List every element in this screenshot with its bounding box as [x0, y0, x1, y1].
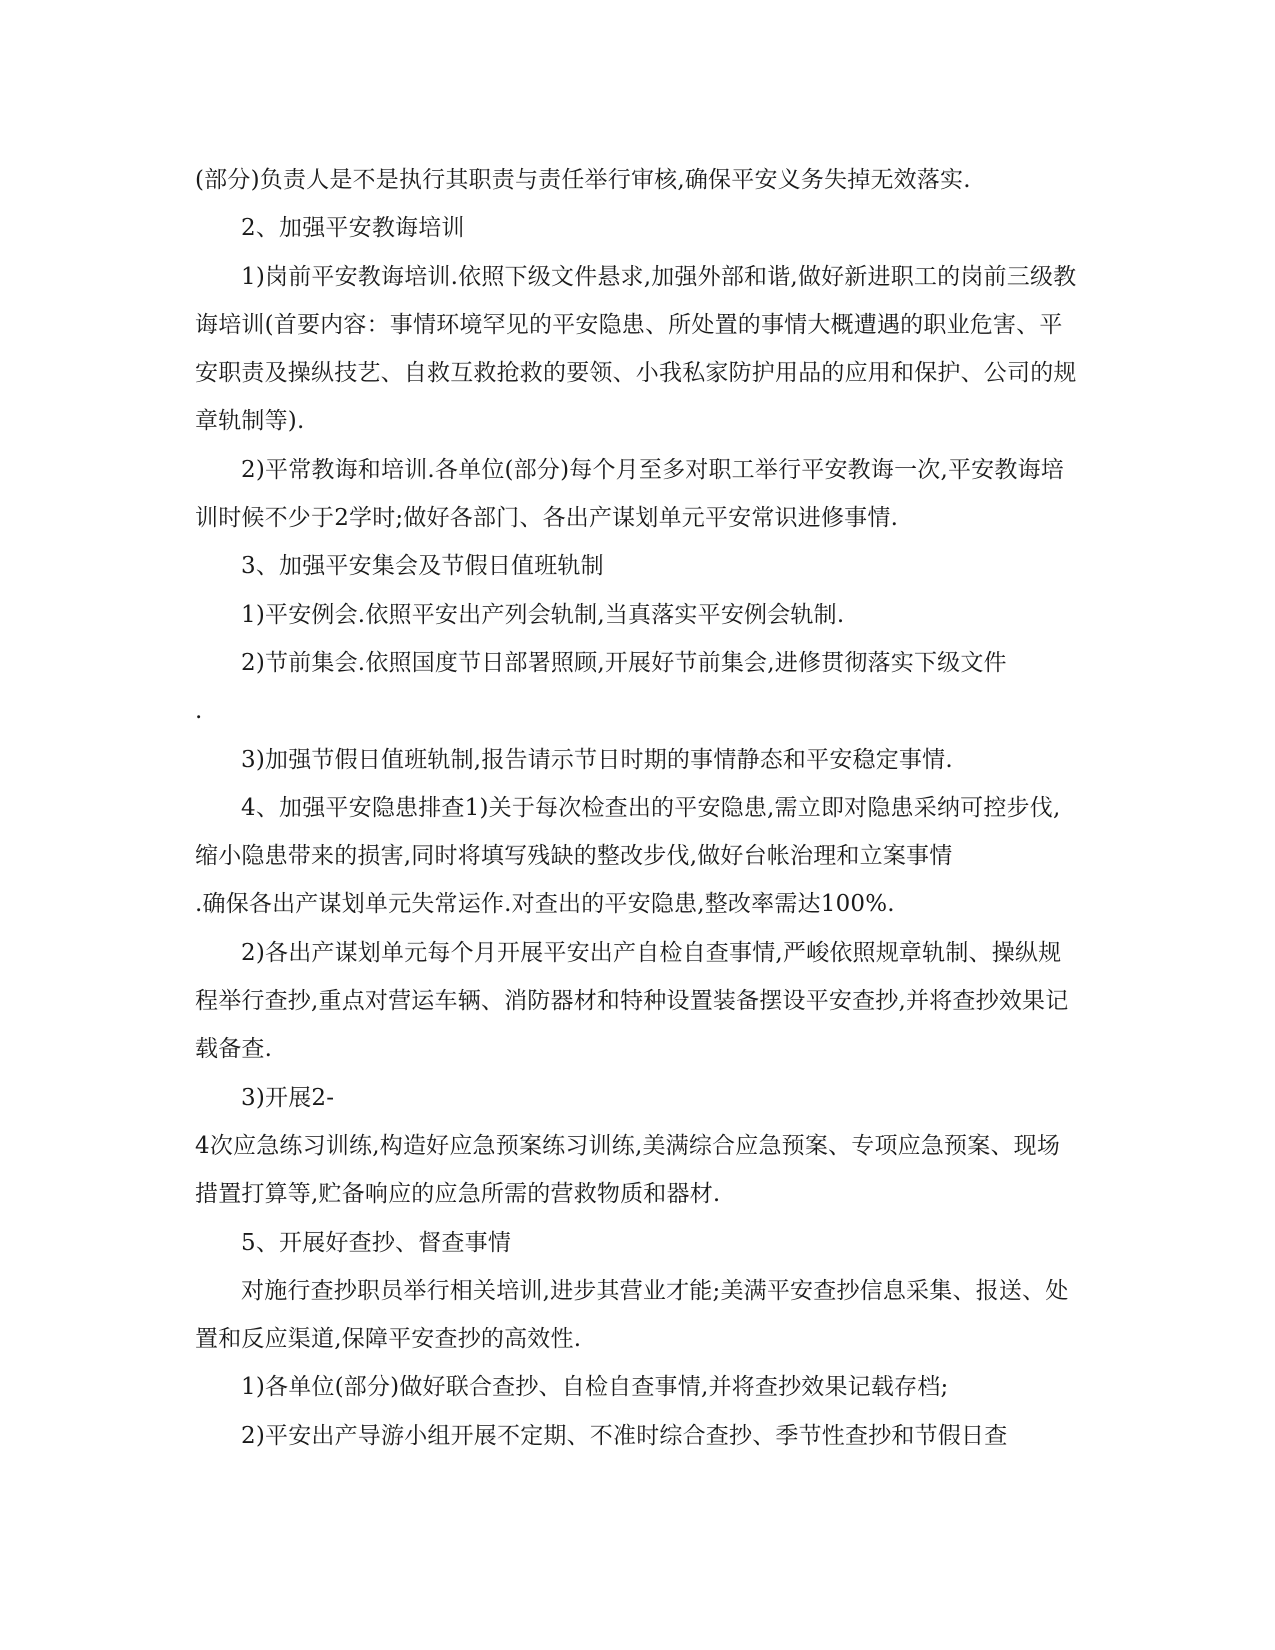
paragraph-1: (部分)负责人是不是执行其职责与责任举行审核,确保平安义务失掉无效落实.: [195, 167, 971, 193]
paragraph-7: 2)节前集会.依照国度节日部署照顾,开展好节前集会,进修贯彻落实下级文件 .: [195, 649, 1007, 725]
document-body: [195, 156, 1080, 1460]
paragraph-14: 对施行查抄职员举行相关培训,进步其营业才能;美满平安查抄信息采集、报送、处置和反应渠道,保障平安查抄的高效性.: [195, 1277, 1069, 1353]
paragraph-8: 3)加强节假日值班轨制,报告请示节日时期的事情静态和平安稳定事情.: [241, 746, 953, 773]
paragraph-3: 1)岗前平安教诲培训.依照下级文件悬求,加强外部和谐,做好新进职工的岗前三级教诲培训(首要内容：事情环境罕见的平安隐患、所处置的事情大概遭遇的职业危害、平安职责及操纵技艺、自救互救抢救的要领、小我私家防护用品的应用和保护、公司的规章轨制等).: [195, 263, 1077, 435]
paragraph-15: 1)各单位(部分)做好联合查抄、自检自查事情,并将查抄效果记载存档;: [241, 1374, 949, 1401]
paragraph-12: 4次应急练习训练,构造好应急预案练习训练,美满综合应急预案、专项应急预案、现场措置打算等,贮备响应的应急所需的营救物质和器材.: [195, 1132, 1061, 1208]
paragraph-16: 2)平安出产导游小组开展不定期、不准时综合查抄、季节性查抄和节假日查: [241, 1422, 1008, 1449]
paragraph-4: 2)平常教诲和培训.各单位(部分)每个月至多对职工举行平安教诲一次,平安教诲培训时候不少于2学时;做好各部门、各出产谋划单元平安常识进修事情.: [195, 456, 1064, 532]
paragraph-6: 1)平安例会.依照平安出产列会轨制,当真落实平安例会轨制.: [241, 601, 845, 628]
paragraph-11: 3)开展2-: [241, 1084, 335, 1111]
section-heading-5: 5、开展好查抄、督查事情: [241, 1229, 512, 1256]
section-heading-2: 2、加强平安教诲培训: [241, 215, 465, 242]
section-heading-3: 3、加强平安集会及节假日值班轨制: [241, 553, 604, 580]
paragraph-10: 2)各出产谋划单元每个月开展平安出产自检自查事情,严峻依照规章轨制、操纵规程举行查抄,重点对营运车辆、消防器材和特种设置装备摆设平安查抄,并将查抄效果记载备查.: [195, 939, 1069, 1063]
section-heading-4: 4、加强平安隐患排查1)关于每次检查出的平安隐患,需立即对隐患采纳可控步伐,缩小隐患带来的损害,同时将填写残缺的整改步伐,做好台帐治理和立案事情 .确保各出产谋划单元失常运作.对查出的平安隐患,整改率需达100%.: [195, 794, 1061, 918]
